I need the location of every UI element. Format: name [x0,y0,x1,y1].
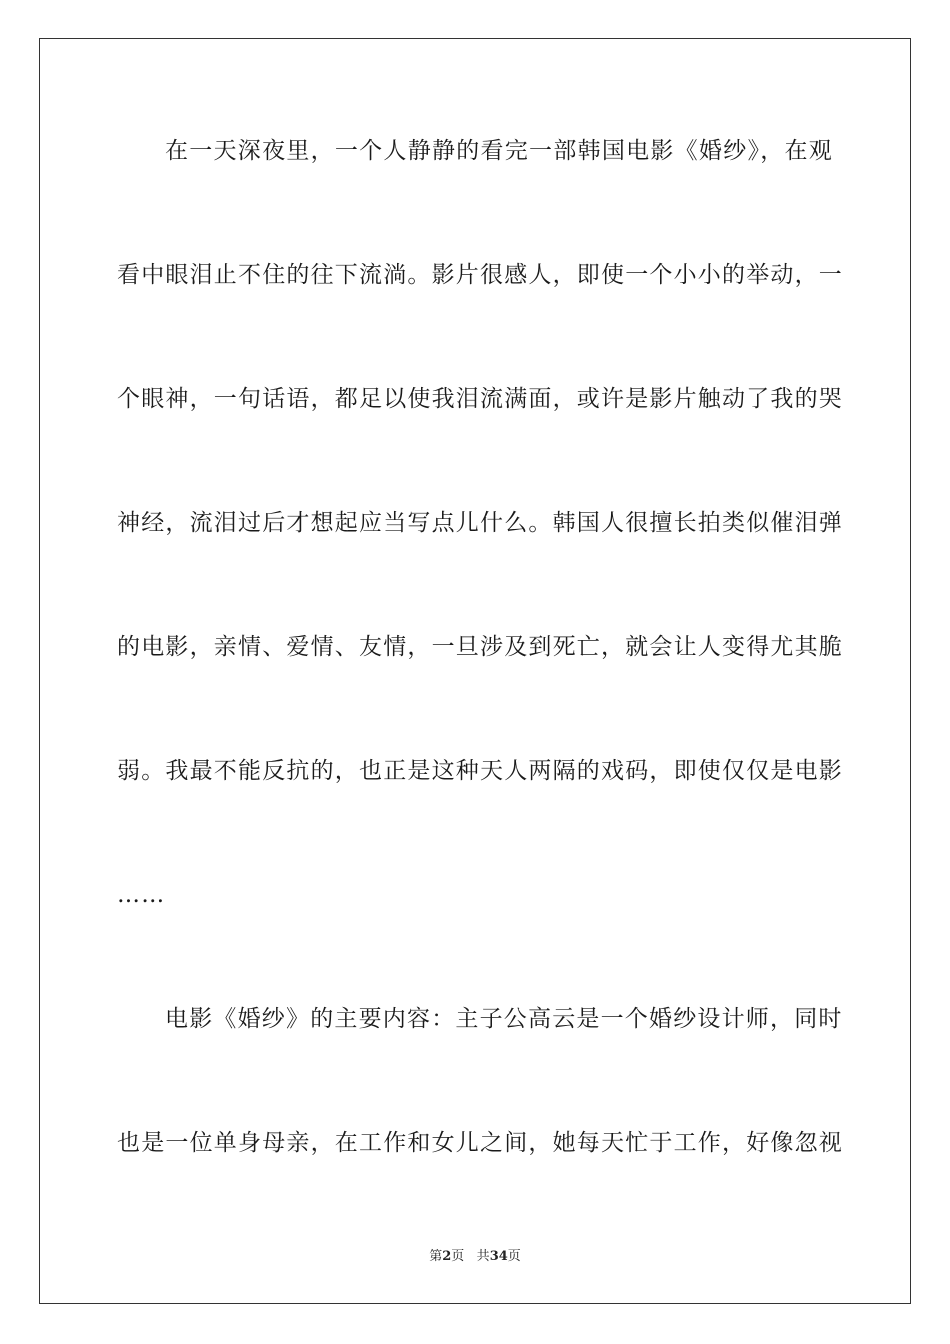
paragraph-line: 神经，流泪过后才想起应当写点儿什么。韩国人很擅长拍类似催泪弹 [117,510,843,536]
paragraph-line: 弱。我最不能反抗的，也正是这种天人两隔的戏码，即使仅仅是电影 [117,758,843,784]
total-label-prefix: 共 [476,1249,490,1264]
page-border [39,38,911,1304]
paragraph-line: 个眼神，一句话语，都足以使我泪流满面，或许是影片触动了我的哭 [117,386,843,412]
paragraph-line: 看中眼泪止不住的往下流淌。影片很感人，即使一个小小的举动，一 [117,262,843,288]
page-footer [0,1248,950,1266]
page-number: 2 [442,1249,452,1264]
paragraph-line: 也是一位单身母亲，在工作和女儿之间，她每天忙于工作，好像忽视 [117,1130,843,1156]
page-label-prefix: 第 [429,1249,443,1264]
total-pages: 34 [489,1249,508,1264]
page-label-suffix: 页 [451,1249,465,1264]
paragraph-line-ellipsis: …… [117,882,166,908]
paragraph-line: 电影《婚纱》的主要内容：主子公高云是一个婚纱设计师，同时 [165,1006,843,1032]
paragraph-line: 的电影，亲情、爱情、友情，一旦涉及到死亡，就会让人变得尤其脆 [117,634,843,660]
paragraph-line: 在一天深夜里，一个人静静的看完一部韩国电影《婚纱》，在观 [165,138,833,164]
total-label-suffix: 页 [507,1249,521,1264]
